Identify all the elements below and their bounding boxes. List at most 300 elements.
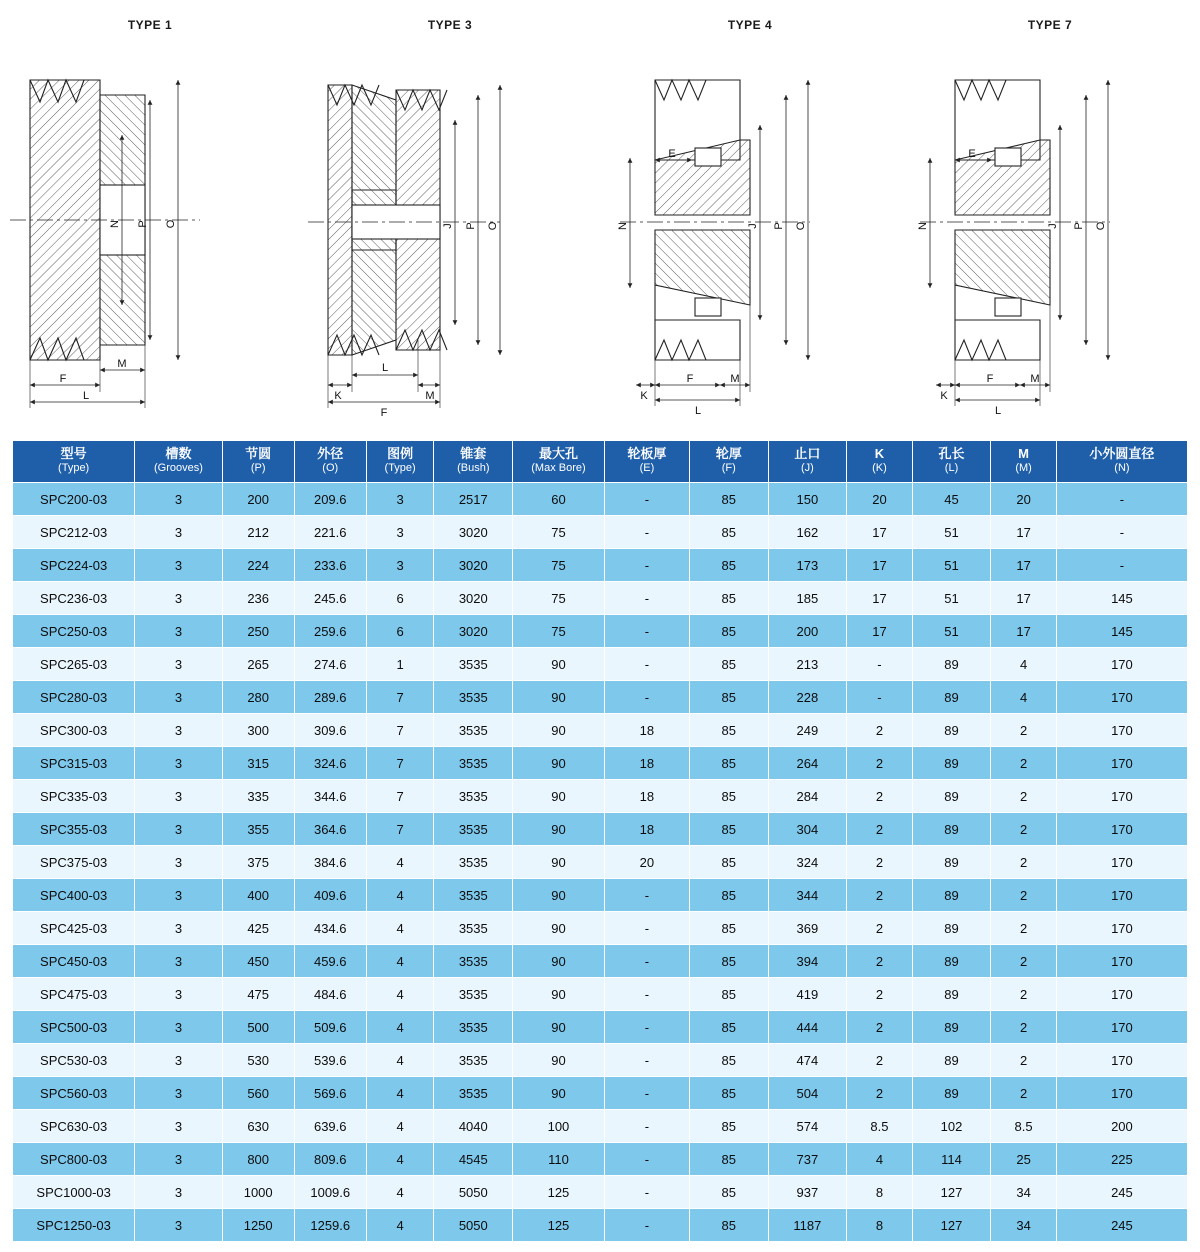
cell-max-bore: 90 [513, 846, 605, 879]
svg-text:F: F [986, 373, 994, 385]
diagram-type-3-drawing [300, 40, 600, 420]
cell-rim-width: 85 [689, 648, 768, 681]
cell-small-od: 170 [1056, 846, 1187, 879]
cell-spigot: 185 [768, 582, 847, 615]
cell-drawing-type: 4 [366, 1044, 434, 1077]
diagram-type-3-label: TYPE 3 [427, 18, 473, 32]
cell-web-thickness: - [604, 945, 689, 978]
cell-type: SPC265-03 [13, 648, 135, 681]
cell-spigot: 173 [768, 549, 847, 582]
diagram-type-1-drawing [0, 40, 300, 420]
table-row [13, 780, 1188, 813]
cell-type: SPC250-03 [13, 615, 135, 648]
th-pitch-diameter-sub: (P) [250, 462, 266, 475]
cell-web-thickness: 18 [604, 780, 689, 813]
cell-bore-length: 89 [912, 681, 991, 714]
cell-drawing-type: 4 [366, 912, 434, 945]
cell-drawing-type: 4 [366, 1011, 434, 1044]
svg-text:P: P [773, 222, 785, 230]
cell-spigot: 419 [768, 978, 847, 1011]
diagram-type-4-label: TYPE 4 [727, 18, 773, 32]
cell-m: 4 [991, 681, 1057, 714]
cell-max-bore: 75 [513, 549, 605, 582]
cell-web-thickness: 18 [604, 747, 689, 780]
cell-rim-width: 85 [689, 945, 768, 978]
cell-grooves: 3 [135, 1209, 222, 1242]
diagram-type-3 [300, 18, 600, 440]
svg-text:K: K [640, 390, 648, 402]
cell-small-od: 170 [1056, 1044, 1187, 1077]
cell-bore-length: 127 [912, 1209, 991, 1242]
th-k [847, 441, 913, 483]
cell-m: 4 [991, 648, 1057, 681]
cell-bush: 3535 [434, 648, 513, 681]
cell-web-thickness: - [604, 1077, 689, 1110]
cell-m: 17 [991, 549, 1057, 582]
cell-outside-diameter: 409.6 [294, 879, 366, 912]
cell-bush: 3020 [434, 516, 513, 549]
cell-bush: 3535 [434, 1044, 513, 1077]
cell-pitch-diameter: 630 [222, 1110, 294, 1143]
cell-pitch-diameter: 400 [222, 879, 294, 912]
svg-text:M: M [425, 390, 435, 402]
cell-outside-diameter: 384.6 [294, 846, 366, 879]
cell-spigot: 213 [768, 648, 847, 681]
cell-drawing-type: 4 [366, 846, 434, 879]
cell-small-od: 170 [1056, 813, 1187, 846]
svg-text:N: N [617, 222, 629, 230]
table-row [13, 1044, 1188, 1077]
cell-rim-width: 85 [689, 1077, 768, 1110]
svg-text:M: M [117, 358, 127, 370]
cell-small-od: - [1056, 483, 1187, 516]
cell-outside-diameter: 569.6 [294, 1077, 366, 1110]
cell-type: SPC1250-03 [13, 1209, 135, 1242]
th-rim-width [689, 441, 768, 483]
cell-drawing-type: 3 [366, 549, 434, 582]
cell-web-thickness: - [604, 1176, 689, 1209]
cell-drawing-type: 6 [366, 582, 434, 615]
cell-bore-length: 89 [912, 879, 991, 912]
cell-m: 2 [991, 714, 1057, 747]
cell-m: 2 [991, 1011, 1057, 1044]
table-row [13, 813, 1188, 846]
th-m-sub: (M) [1015, 462, 1032, 475]
cell-bush: 5050 [434, 1209, 513, 1242]
cell-spigot: 394 [768, 945, 847, 978]
cell-bush: 3020 [434, 615, 513, 648]
th-pitch-diameter-main: 节圆 [245, 446, 272, 461]
cell-grooves: 3 [135, 681, 222, 714]
cell-grooves: 3 [135, 780, 222, 813]
cell-m: 2 [991, 813, 1057, 846]
cell-m: 2 [991, 747, 1057, 780]
cell-outside-diameter: 309.6 [294, 714, 366, 747]
cell-type: SPC560-03 [13, 1077, 135, 1110]
cell-bush: 3535 [434, 846, 513, 879]
cell-max-bore: 75 [513, 582, 605, 615]
cell-web-thickness: - [604, 615, 689, 648]
th-max-bore-sub: (Max Bore) [531, 462, 586, 475]
cell-web-thickness: - [604, 549, 689, 582]
cell-bush: 3535 [434, 912, 513, 945]
cell-rim-width: 85 [689, 813, 768, 846]
cell-small-od: - [1056, 549, 1187, 582]
cell-m: 8.5 [991, 1110, 1057, 1143]
svg-text:M: M [1030, 373, 1040, 385]
cell-drawing-type: 4 [366, 1176, 434, 1209]
svg-text:J: J [747, 223, 759, 229]
diagram-type-4 [600, 18, 900, 440]
cell-spigot: 474 [768, 1044, 847, 1077]
cell-bore-length: 102 [912, 1110, 991, 1143]
svg-text:O: O [795, 221, 807, 231]
cell-grooves: 3 [135, 615, 222, 648]
cell-web-thickness: - [604, 582, 689, 615]
cell-outside-diameter: 259.6 [294, 615, 366, 648]
table-row [13, 483, 1188, 516]
table-row [13, 879, 1188, 912]
cell-pitch-diameter: 300 [222, 714, 294, 747]
cell-max-bore: 60 [513, 483, 605, 516]
th-bore-length-main: 孔长 [938, 446, 965, 461]
cell-m: 2 [991, 978, 1057, 1011]
cell-outside-diameter: 639.6 [294, 1110, 366, 1143]
cell-pitch-diameter: 315 [222, 747, 294, 780]
cell-drawing-type: 7 [366, 747, 434, 780]
cell-drawing-type: 7 [366, 780, 434, 813]
cell-type: SPC1000-03 [13, 1176, 135, 1209]
svg-text:L: L [381, 362, 389, 374]
cell-bush: 3535 [434, 1077, 513, 1110]
table-row [13, 945, 1188, 978]
cell-web-thickness: - [604, 516, 689, 549]
th-grooves-main: 槽数 [165, 446, 192, 461]
cell-bore-length: 89 [912, 1077, 991, 1110]
cell-outside-diameter: 274.6 [294, 648, 366, 681]
cell-small-od: 145 [1056, 582, 1187, 615]
svg-text:L: L [82, 390, 90, 402]
table-row [13, 582, 1188, 615]
cell-drawing-type: 4 [366, 1077, 434, 1110]
cell-type: SPC450-03 [13, 945, 135, 978]
table-row [13, 681, 1188, 714]
table-row [13, 1176, 1188, 1209]
th-bush [434, 441, 513, 483]
cell-drawing-type: 3 [366, 516, 434, 549]
table-row [13, 1110, 1188, 1143]
cell-bore-length: 89 [912, 1011, 991, 1044]
cell-web-thickness: - [604, 912, 689, 945]
cell-web-thickness: - [604, 1143, 689, 1176]
cell-rim-width: 85 [689, 747, 768, 780]
cell-grooves: 3 [135, 945, 222, 978]
cell-rim-width: 85 [689, 615, 768, 648]
th-max-bore-main: 最大孔 [538, 446, 578, 461]
th-bush-main: 锥套 [460, 446, 487, 461]
cell-spigot: 1187 [768, 1209, 847, 1242]
th-grooves [135, 441, 222, 483]
svg-text:J: J [1047, 223, 1059, 229]
cell-m: 17 [991, 516, 1057, 549]
svg-text:O: O [487, 221, 499, 231]
cell-m: 2 [991, 879, 1057, 912]
th-m [991, 441, 1057, 483]
cell-bore-length: 89 [912, 978, 991, 1011]
cell-m: 2 [991, 1077, 1057, 1110]
cell-rim-width: 85 [689, 483, 768, 516]
cell-web-thickness: - [604, 483, 689, 516]
cell-grooves: 3 [135, 582, 222, 615]
cell-rim-width: 85 [689, 1110, 768, 1143]
cell-web-thickness: - [604, 1209, 689, 1242]
cell-k: 2 [847, 1044, 913, 1077]
cell-rim-width: 85 [689, 582, 768, 615]
table-row [13, 1011, 1188, 1044]
th-rim-width-main: 轮厚 [715, 446, 742, 461]
cell-spigot: 304 [768, 813, 847, 846]
cell-rim-width: 85 [689, 1209, 768, 1242]
cell-grooves: 3 [135, 1077, 222, 1110]
cell-bore-length: 89 [912, 846, 991, 879]
cell-rim-width: 85 [689, 1176, 768, 1209]
table-row [13, 846, 1188, 879]
cell-small-od: 225 [1056, 1143, 1187, 1176]
diagram-type-4-drawing [600, 40, 900, 420]
th-drawing-type [366, 441, 434, 483]
cell-m: 2 [991, 1044, 1057, 1077]
cell-spigot: 150 [768, 483, 847, 516]
cell-rim-width: 85 [689, 978, 768, 1011]
th-bore-length-sub: (L) [944, 462, 959, 475]
th-spigot-sub: (J) [800, 462, 814, 475]
cell-pitch-diameter: 250 [222, 615, 294, 648]
cell-pitch-diameter: 280 [222, 681, 294, 714]
cell-web-thickness: - [604, 1011, 689, 1044]
cell-bush: 3020 [434, 549, 513, 582]
cell-bush: 3535 [434, 945, 513, 978]
cell-grooves: 3 [135, 1044, 222, 1077]
cell-small-od: 170 [1056, 912, 1187, 945]
cell-k: 17 [847, 549, 913, 582]
cell-outside-diameter: 364.6 [294, 813, 366, 846]
svg-text:N: N [109, 220, 121, 228]
th-max-bore [513, 441, 605, 483]
cell-max-bore: 90 [513, 1011, 605, 1044]
cell-pitch-diameter: 425 [222, 912, 294, 945]
diagram-type-1 [0, 18, 300, 440]
cell-max-bore: 90 [513, 681, 605, 714]
cell-outside-diameter: 1009.6 [294, 1176, 366, 1209]
cell-small-od: 170 [1056, 714, 1187, 747]
th-drawing-type-sub: (Type) [384, 462, 416, 475]
cell-type: SPC315-03 [13, 747, 135, 780]
cell-max-bore: 90 [513, 714, 605, 747]
cell-bore-length: 114 [912, 1143, 991, 1176]
cell-max-bore: 110 [513, 1143, 605, 1176]
cell-bush: 3535 [434, 714, 513, 747]
th-web-thickness-sub: (E) [639, 462, 655, 475]
cell-spigot: 284 [768, 780, 847, 813]
cell-rim-width: 85 [689, 549, 768, 582]
cell-outside-diameter: 809.6 [294, 1143, 366, 1176]
cell-drawing-type: 4 [366, 1209, 434, 1242]
th-outside-diameter-main: 外径 [317, 446, 344, 461]
cell-max-bore: 90 [513, 945, 605, 978]
svg-text:M: M [730, 373, 740, 385]
cell-small-od: 170 [1056, 879, 1187, 912]
cell-grooves: 3 [135, 648, 222, 681]
cell-web-thickness: 20 [604, 846, 689, 879]
cell-grooves: 3 [135, 879, 222, 912]
cell-type: SPC212-03 [13, 516, 135, 549]
cell-pitch-diameter: 236 [222, 582, 294, 615]
cell-small-od: 200 [1056, 1110, 1187, 1143]
cell-small-od: 170 [1056, 681, 1187, 714]
cell-bore-length: 89 [912, 780, 991, 813]
diagram-type-7 [900, 18, 1200, 440]
cell-bore-length: 45 [912, 483, 991, 516]
cell-m: 20 [991, 483, 1057, 516]
cell-bush: 2517 [434, 483, 513, 516]
svg-text:L: L [694, 405, 702, 417]
cell-type: SPC355-03 [13, 813, 135, 846]
th-type [13, 441, 135, 483]
cell-outside-diameter: 509.6 [294, 1011, 366, 1044]
table-header-row [13, 441, 1188, 483]
cell-small-od: 170 [1056, 1077, 1187, 1110]
th-small-od [1056, 441, 1187, 483]
table-row [13, 978, 1188, 1011]
th-grooves-sub: (Grooves) [154, 462, 203, 475]
diagram-strip [0, 0, 1200, 440]
cell-drawing-type: 7 [366, 681, 434, 714]
cell-web-thickness: - [604, 648, 689, 681]
svg-text:K: K [940, 390, 948, 402]
cell-rim-width: 85 [689, 1044, 768, 1077]
cell-spigot: 344 [768, 879, 847, 912]
cell-k: 8 [847, 1209, 913, 1242]
cell-pitch-diameter: 530 [222, 1044, 294, 1077]
th-pitch-diameter [222, 441, 294, 483]
cell-outside-diameter: 344.6 [294, 780, 366, 813]
th-outside-diameter [294, 441, 366, 483]
cell-bush: 3535 [434, 681, 513, 714]
cell-m: 25 [991, 1143, 1057, 1176]
cell-outside-diameter: 1259.6 [294, 1209, 366, 1242]
cell-outside-diameter: 221.6 [294, 516, 366, 549]
cell-rim-width: 85 [689, 681, 768, 714]
cell-max-bore: 125 [513, 1209, 605, 1242]
cell-max-bore: 90 [513, 912, 605, 945]
svg-text:J: J [442, 223, 454, 229]
cell-pitch-diameter: 265 [222, 648, 294, 681]
cell-bush: 5050 [434, 1176, 513, 1209]
cell-type: SPC425-03 [13, 912, 135, 945]
cell-spigot: 264 [768, 747, 847, 780]
cell-pitch-diameter: 1000 [222, 1176, 294, 1209]
cell-grooves: 3 [135, 549, 222, 582]
cell-m: 34 [991, 1209, 1057, 1242]
cell-m: 17 [991, 615, 1057, 648]
cell-pitch-diameter: 800 [222, 1143, 294, 1176]
cell-grooves: 3 [135, 1176, 222, 1209]
cell-bore-length: 89 [912, 1044, 991, 1077]
cell-drawing-type: 1 [366, 648, 434, 681]
cell-k: 2 [847, 912, 913, 945]
cell-rim-width: 85 [689, 714, 768, 747]
cell-small-od: - [1056, 516, 1187, 549]
cell-rim-width: 85 [689, 1143, 768, 1176]
cell-web-thickness: 18 [604, 714, 689, 747]
cell-m: 17 [991, 582, 1057, 615]
cell-spigot: 444 [768, 1011, 847, 1044]
cell-spigot: 249 [768, 714, 847, 747]
cell-spigot: 369 [768, 912, 847, 945]
cell-rim-width: 85 [689, 516, 768, 549]
th-web-thickness-main: 轮板厚 [627, 446, 667, 461]
cell-k: 2 [847, 978, 913, 1011]
cell-bore-length: 51 [912, 549, 991, 582]
cell-spigot: 737 [768, 1143, 847, 1176]
cell-k: 17 [847, 615, 913, 648]
cell-pitch-diameter: 212 [222, 516, 294, 549]
cell-bush: 3535 [434, 879, 513, 912]
cell-grooves: 3 [135, 1110, 222, 1143]
cell-spigot: 200 [768, 615, 847, 648]
cell-k: 2 [847, 780, 913, 813]
cell-m: 2 [991, 846, 1057, 879]
svg-text:L: L [994, 405, 1002, 417]
cell-grooves: 3 [135, 813, 222, 846]
cell-drawing-type: 4 [366, 1110, 434, 1143]
cell-small-od: 245 [1056, 1176, 1187, 1209]
cell-k: - [847, 681, 913, 714]
cell-web-thickness: 18 [604, 813, 689, 846]
cell-grooves: 3 [135, 846, 222, 879]
cell-type: SPC224-03 [13, 549, 135, 582]
cell-m: 2 [991, 780, 1057, 813]
cell-grooves: 3 [135, 1143, 222, 1176]
cell-bore-length: 51 [912, 615, 991, 648]
svg-text:F: F [59, 373, 67, 385]
cell-k: 8 [847, 1176, 913, 1209]
cell-k: 2 [847, 714, 913, 747]
cell-k: 2 [847, 813, 913, 846]
cell-k: 8.5 [847, 1110, 913, 1143]
th-drawing-type-main: 图例 [387, 446, 414, 461]
cell-outside-diameter: 245.6 [294, 582, 366, 615]
cell-small-od: 170 [1056, 780, 1187, 813]
cell-max-bore: 90 [513, 747, 605, 780]
cell-type: SPC475-03 [13, 978, 135, 1011]
cell-small-od: 170 [1056, 648, 1187, 681]
th-spigot [768, 441, 847, 483]
cell-k: 4 [847, 1143, 913, 1176]
table-row [13, 747, 1188, 780]
svg-text:O: O [165, 219, 177, 229]
cell-rim-width: 85 [689, 1011, 768, 1044]
svg-text:P: P [465, 222, 477, 230]
cell-max-bore: 90 [513, 1077, 605, 1110]
cell-type: SPC530-03 [13, 1044, 135, 1077]
cell-k: 20 [847, 483, 913, 516]
cell-type: SPC400-03 [13, 879, 135, 912]
cell-pitch-diameter: 500 [222, 1011, 294, 1044]
cell-pitch-diameter: 355 [222, 813, 294, 846]
cell-bore-length: 51 [912, 516, 991, 549]
cell-drawing-type: 3 [366, 483, 434, 516]
